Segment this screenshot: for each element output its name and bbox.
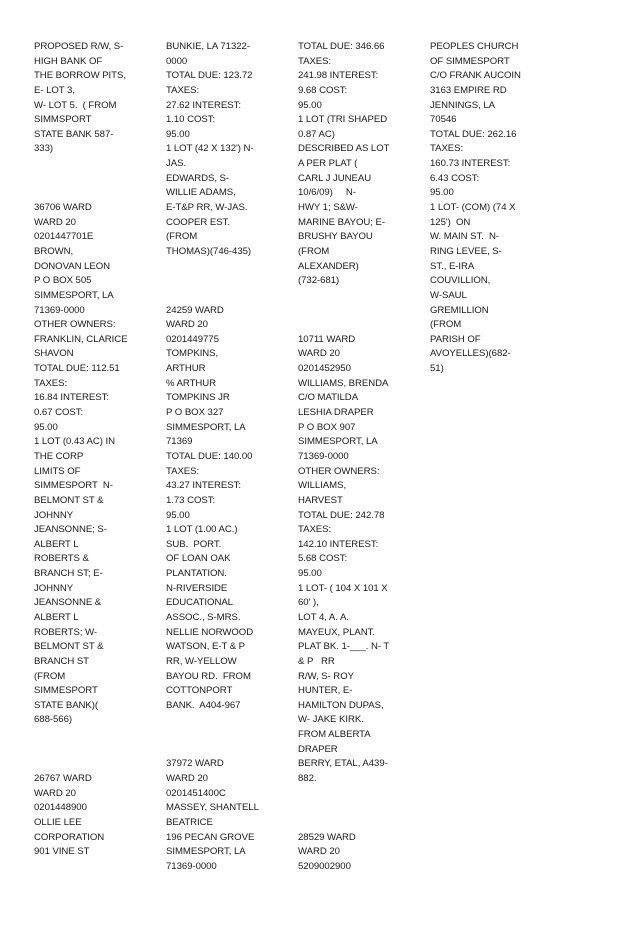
text-line [298, 304, 422, 319]
text-line [166, 289, 290, 304]
text-line: 125') ON [430, 216, 471, 228]
text-line [166, 260, 290, 275]
text-line: PLAT BK. 1-___. N- T [298, 641, 390, 653]
text-line: DONOVAN LEON [34, 260, 110, 272]
text-line: TAXES: [34, 377, 68, 389]
text-line: 0201449775 [166, 333, 219, 345]
column-1 [34, 40, 158, 860]
text-line [34, 728, 158, 743]
text-line [34, 743, 158, 758]
text-line: 24259 WARD [166, 304, 224, 316]
text-line: 333) [34, 143, 54, 155]
text-line: ROBERTS & [34, 553, 89, 565]
text-line: CARL J JUNEAU [298, 172, 372, 184]
text-line: TAXES: [166, 465, 200, 477]
text-line: SIMMESPORT N- [34, 480, 113, 492]
text-line: SIMMESPORT [34, 685, 98, 697]
text-line: 1 LOT (0.43 AC) IN [34, 436, 116, 448]
text-line: 51) [430, 363, 444, 375]
text-line: 71369-0000 [34, 304, 85, 316]
text-line: FROM ALBERTA [298, 729, 371, 741]
text-line: 9.68 COST: [298, 84, 348, 96]
text-line: & P RR [298, 655, 335, 667]
text-line: RR, W-YELLOW [166, 655, 237, 667]
text-line: TAXES: [166, 84, 200, 96]
column-3 [298, 40, 422, 875]
text-line: DESCRIBED AS LOT [298, 143, 390, 155]
text-line: JEANSONNE & [34, 597, 102, 609]
text-line: (FROM [298, 245, 330, 257]
text-line: P O BOX 907 [298, 421, 356, 433]
text-line [166, 713, 290, 728]
text-line: 5.68 COST: [298, 553, 348, 565]
text-line: WARD 20 [34, 216, 76, 228]
text-line: TOTAL DUE: 140.00 [166, 450, 253, 462]
text-line: HUNTER, E- [298, 685, 353, 697]
text-line [166, 743, 290, 758]
text-line: 1 LOT (TRI SHAPED [298, 114, 388, 126]
text-line: SIMMESPORT, LA [298, 436, 378, 448]
text-line [298, 816, 422, 831]
text-line: BERRY, ETAL, A439- [298, 758, 388, 770]
text-line: 95.00 [430, 187, 454, 199]
text-line: 0.67 COST: [34, 407, 84, 419]
text-line: TOMPKINS, [166, 348, 219, 360]
text-line: TOTAL DUE: 262.16 [430, 128, 517, 140]
text-line: EDUCATIONAL [166, 597, 233, 609]
text-line: STATE BANK 587- [34, 128, 114, 140]
text-line: 0.87 AC) [298, 128, 335, 140]
column-4 [430, 40, 554, 377]
text-line: COTTONPORT [166, 685, 233, 697]
text-line: THE CORP [34, 450, 84, 462]
text-line [34, 157, 158, 172]
text-line: 241.98 INTEREST: [298, 70, 379, 82]
text-line: 37972 WARD [166, 758, 224, 770]
text-line: BRANCH ST; E- [34, 568, 103, 580]
text-line: JOHNNY [34, 509, 74, 521]
text-line: 0201447701E [34, 231, 94, 243]
text-line: HARVEST [298, 494, 343, 506]
text-line: 71369-0000 [298, 450, 349, 462]
text-line: EDWARDS, S- [166, 172, 230, 184]
text-line: E-T&P RR, W-JAS. [166, 202, 248, 214]
text-line: (732-681) [298, 275, 340, 287]
text-line: 27.62 INTEREST: [166, 99, 241, 111]
text-line: MASSEY, SHANTELL [166, 802, 259, 814]
text-line: 5209002900 [298, 860, 351, 872]
text-line: WILLIE ADAMS, [166, 187, 236, 199]
text-line: SIMMESPORT, LA [166, 421, 246, 433]
text-line: PROPOSED R/W, S- [34, 41, 124, 52]
text-line: TAXES: [298, 55, 332, 67]
text-line: LOT 4, A. A. [298, 611, 349, 623]
text-line: 10/6/09) N- [298, 187, 356, 199]
text-line: BELMONT ST & [34, 641, 104, 653]
text-line: BAYOU RD. FROM [166, 670, 251, 682]
text-line: WILLIAMS, [298, 480, 347, 492]
text-line: 28529 WARD [298, 831, 356, 843]
text-line: 3163 EMPIRE RD [430, 84, 507, 96]
text-line: OLLIE LEE [34, 816, 82, 828]
text-line: 60' ), [298, 597, 319, 609]
text-line: 36706 WARD [34, 202, 92, 214]
text-line: PARISH OF [430, 333, 481, 345]
text-line [298, 801, 422, 816]
text-line: TOMPKINS JR [166, 392, 230, 404]
text-line: P O BOX 505 [34, 275, 92, 287]
text-line: TOTAL DUE: 112.51 [34, 363, 120, 375]
text-line: WATSON, E-T & P [166, 641, 246, 653]
text-line: % ARTHUR [166, 377, 217, 389]
text-line: CORPORATION [34, 831, 105, 843]
text-line: PLANTATION. [166, 568, 227, 580]
text-line: GREMILLION [430, 304, 489, 316]
column-2 [166, 40, 290, 875]
text-line: SIMMSPORT [34, 114, 92, 126]
text-line: ASSOC., S-MRS. [166, 611, 241, 623]
text-line: (FROM [166, 231, 198, 243]
text-line: TOTAL DUE: 123.72 [166, 70, 253, 82]
text-line: A PER PLAT ( [298, 158, 358, 170]
text-line: 160.73 INTEREST: [430, 158, 511, 170]
text-line: WARD 20 [298, 348, 340, 360]
text-line: ST., E-IRA [430, 260, 475, 272]
text-line: BRANCH ST [34, 655, 89, 667]
text-line: BEATRICE [166, 816, 213, 828]
text-line: SIMMESPORT, LA [166, 846, 246, 858]
text-line: BRUSHY BAYOU [298, 231, 373, 243]
text-line: R/W, S- ROY [298, 670, 354, 682]
text-line: JOHNNY [34, 582, 74, 594]
text-line: HIGH BANK OF [34, 55, 103, 67]
text-line: SHAVON [34, 348, 74, 360]
text-line: MAYEUX, PLANT. [298, 626, 375, 638]
text-line: BROWN, [34, 245, 74, 257]
text-line: THE BORROW PITS, [34, 70, 126, 82]
text-line [166, 728, 290, 743]
text-line: 882. [298, 773, 317, 785]
text-line: 26767 WARD [34, 773, 92, 785]
text-line: OF LOAN OAK [166, 553, 231, 565]
text-line: BANK. A404-967 [166, 699, 241, 711]
text-line: BUNKIE, LA 71322- [166, 41, 250, 52]
text-line: MARINE BAYOU; E- [298, 216, 385, 228]
text-line: SIMMESPORT, LA [34, 289, 114, 301]
text-line: 1 LOT (42 X 132') N- [166, 143, 254, 155]
text-line: C/O FRANK AUCOIN [430, 70, 521, 82]
text-line: 95.00 [166, 509, 190, 521]
text-line: NELLIE NORWOOD [166, 626, 254, 638]
text-line: 0201448900 [34, 802, 87, 814]
text-line: 95.00 [298, 568, 322, 580]
text-line: ALEXANDER) [298, 260, 359, 272]
text-line: COOPER EST. [166, 216, 230, 228]
text-line: PEOPLES CHURCH [430, 41, 519, 52]
text-line: 0201452950 [298, 363, 351, 375]
text-line: 10711 WARD [298, 333, 356, 345]
text-line: 16.84 INTEREST: [34, 392, 109, 404]
text-line: ROBERTS; W- [34, 626, 98, 638]
text-line: (FROM [430, 319, 462, 331]
text-line: OTHER OWNERS: [34, 319, 116, 331]
text-line: 1.73 COST: [166, 494, 216, 506]
text-line [34, 172, 158, 187]
text-line: LESHIA DRAPER [298, 407, 374, 419]
text-line: W-SAUL [430, 289, 467, 301]
text-line: WARD 20 [298, 846, 340, 858]
text-line: TAXES: [430, 143, 464, 155]
text-line: 1 LOT (1.00 AC.) [166, 524, 238, 536]
text-line: W- JAKE KIRK. [298, 714, 364, 726]
text-line: TOTAL DUE: 242.78 [298, 509, 385, 521]
text-line: ALBERT L [34, 611, 79, 623]
text-line: W. MAIN ST. N- [430, 231, 500, 243]
text-line: AVOYELLES)(682- [430, 348, 511, 360]
text-line: 0000 [166, 55, 188, 67]
text-line: STATE BANK)( [34, 699, 99, 711]
text-line: ARTHUR [166, 363, 206, 375]
text-line: COUVILLION, [430, 275, 491, 287]
text-line: WARD 20 [34, 787, 76, 799]
text-line: WILLIAMS, BRENDA [298, 377, 389, 389]
text-line: 95.00 [34, 421, 58, 433]
text-line [34, 186, 158, 201]
text-line: 1 LOT- ( 104 X 101 X [298, 582, 388, 594]
text-line: N-RIVERSIDE [166, 582, 228, 594]
text-line: 0201451400C [166, 787, 226, 799]
text-line: E- LOT 3, [34, 84, 75, 96]
text-line: LIMITS OF [34, 465, 81, 477]
text-line: WARD 20 [166, 319, 208, 331]
text-line: (FROM [34, 670, 66, 682]
text-line: THOMAS)(746-435) [166, 245, 252, 257]
text-line: 1 LOT- (COM) (74 X [430, 202, 516, 214]
text-line: WARD 20 [166, 773, 208, 785]
text-line: TAXES: [298, 524, 332, 536]
text-line: 196 PECAN GROVE [166, 831, 255, 843]
text-line: JAS. [166, 158, 187, 170]
text-line: HAMILTON DUPAS, [298, 699, 384, 711]
text-line [298, 289, 422, 304]
text-line: C/O MATILDA [298, 392, 359, 404]
text-line: JENNINGS, LA [430, 99, 495, 111]
text-line: W- LOT 5. ( FROM [34, 99, 117, 111]
text-line: 901 VINE ST [34, 846, 90, 858]
text-line: 70546 [430, 114, 457, 126]
text-line: 71369-0000 [166, 860, 217, 872]
text-line: 688-566) [34, 714, 73, 726]
text-line: OTHER OWNERS: [298, 465, 380, 477]
text-line [298, 318, 422, 333]
text-line: 71369 [166, 436, 193, 448]
text-line: TOTAL DUE: 346.66 [298, 41, 385, 52]
text-line [166, 274, 290, 289]
text-line: JEANSONNE; S- [34, 524, 107, 536]
text-line: SUB. PORT. [166, 538, 222, 550]
text-line: OF SIMMESPORT [430, 55, 510, 67]
text-line: BELMONT ST & [34, 494, 104, 506]
text-line [34, 757, 158, 772]
text-line: P O BOX 327 [166, 407, 224, 419]
text-line: 95.00 [166, 128, 190, 140]
text-line: 6.43 COST: [430, 172, 480, 184]
text-line: HWY 1; S&W- [298, 202, 358, 214]
text-line: DRAPER [298, 743, 338, 755]
text-line: 142.10 INTEREST: [298, 538, 379, 550]
text-line: 43.27 INTEREST: [166, 480, 241, 492]
text-line: FRANKLIN, CLARICE [34, 333, 128, 345]
text-line: 95.00 [298, 99, 322, 111]
text-line [298, 787, 422, 802]
text-line: RING LEVEE, S- [430, 245, 502, 257]
text-line: 1.10 COST: [166, 114, 216, 126]
text-line: ALBERT L [34, 538, 79, 550]
